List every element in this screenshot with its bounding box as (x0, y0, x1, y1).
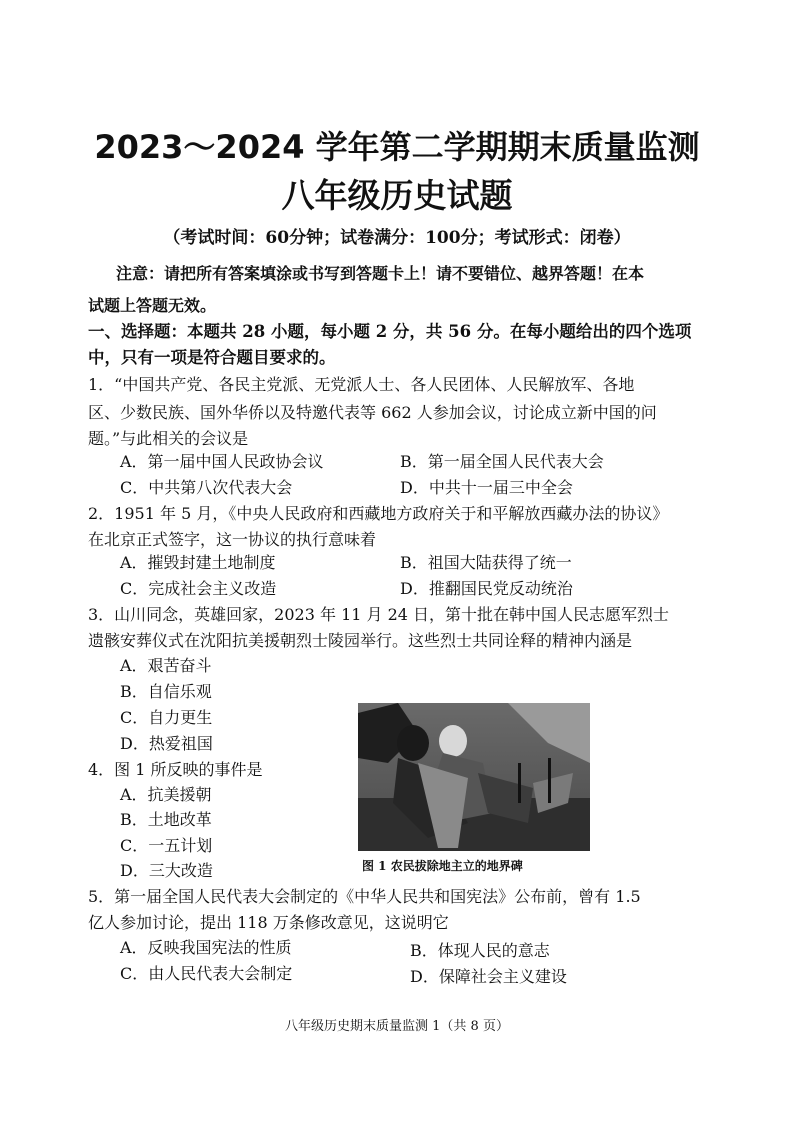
q3-stem-line-2: 遗骸安葬仪式在沈阳抗美援朝烈士陵园举行。这些烈士共同诠释的精神内涵是 (88, 631, 633, 650)
q1-option-b: B．第一届全国人民代表大会 (400, 452, 604, 471)
page-footer: 八年级历史期末质量监测 1（共 8 页） (285, 1019, 509, 1034)
q5-option-d: D．保障社会主义建设 (410, 967, 567, 986)
q2-option-b: B．祖国大陆获得了统一 (400, 553, 572, 572)
q3-option-a: A．艰苦奋斗 (120, 656, 212, 675)
q3-option-c: C．自力更生 (120, 708, 213, 727)
exam-title: 2023～2024 学年第二学期期末质量监测 (94, 128, 700, 166)
exam-info: （考试时间：60分钟；试卷满分：100分；考试形式：闭卷） (163, 228, 631, 248)
q5-stem-line-2: 亿人参加讨论，提出 118 万条修改意见，这说明它 (88, 913, 449, 932)
q1-stem-line-1: 1．“中国共产党、各民主党派、无党派人士、各人民团体、人民解放军、各地 (88, 375, 635, 394)
q2-option-c: C．完成社会主义改造 (120, 579, 277, 598)
q3-stem-line-1: 3．山川同念，英雄回家，2023 年 11 月 24 日，第十批在韩中国人民志愿军烈士 (88, 605, 670, 624)
q4-option-b: B．土地改革 (120, 810, 212, 829)
q4-option-d: D．三大改造 (120, 861, 213, 880)
q5-option-b: B．体现人民的意志 (410, 941, 550, 960)
notice-line-1: 注意：请把所有答案填涂或书写到答题卡上！请不要错位、越界答题！在本 (116, 264, 645, 283)
q1-option-a: A．第一届中国人民政协会议 (120, 452, 324, 471)
figure-1-photo (358, 703, 590, 851)
q5-option-a: A．反映我国宪法的性质 (120, 938, 292, 957)
q2-stem-line-1: 2．1951 年 5 月，《中央人民政府和西藏地方政府关于和平解放西藏办法的协议》 (88, 504, 669, 523)
q1-option-c: C．中共第八次代表大会 (120, 478, 293, 497)
q4-stem-line-1: 4．图 1 所反映的事件是 (88, 760, 263, 779)
notice-line-2: 试题上答题无效。 (88, 296, 217, 315)
q3-option-b: B．自信乐观 (120, 682, 212, 701)
q3-option-d: D．热爱祖国 (120, 734, 213, 753)
q1-stem-line-2: 区、少数民族、国外华侨以及特邀代表等 662 人参加会议，讨论成立新中国的问 (88, 403, 657, 422)
section-heading-line-1: 一、选择题：本题共 28 小题，每小题 2 分，共 56 分。在每小题给出的四个选项 (88, 322, 692, 341)
q2-option-d: D．推翻国民党反动统治 (400, 579, 573, 598)
q2-stem-line-2: 在北京正式签字，这一协议的执行意味着 (88, 530, 377, 549)
figure-1-illustration (358, 703, 590, 851)
q1-option-d: D．中共十一届三中全会 (400, 478, 573, 497)
section-heading-line-2: 中，只有一项是符合题目要求的。 (88, 348, 336, 367)
q5-option-c: C．由人民代表大会制定 (120, 964, 293, 983)
q4-option-a: A．抗美援朝 (120, 785, 212, 804)
q1-stem-line-3: 题。”与此相关的会议是 (88, 429, 249, 448)
exam-subject: 八年级历史试题 (281, 176, 513, 215)
q5-stem-line-1: 5．第一届全国人民代表大会制定的《中华人民共和国宪法》公布前，曾有 1.5 (88, 887, 641, 906)
q2-option-a: A．摧毁封建土地制度 (120, 553, 276, 572)
figure-1-caption: 图 1 农民拔除地主立的地界碑 (362, 859, 523, 873)
q4-option-c: C．一五计划 (120, 836, 213, 855)
